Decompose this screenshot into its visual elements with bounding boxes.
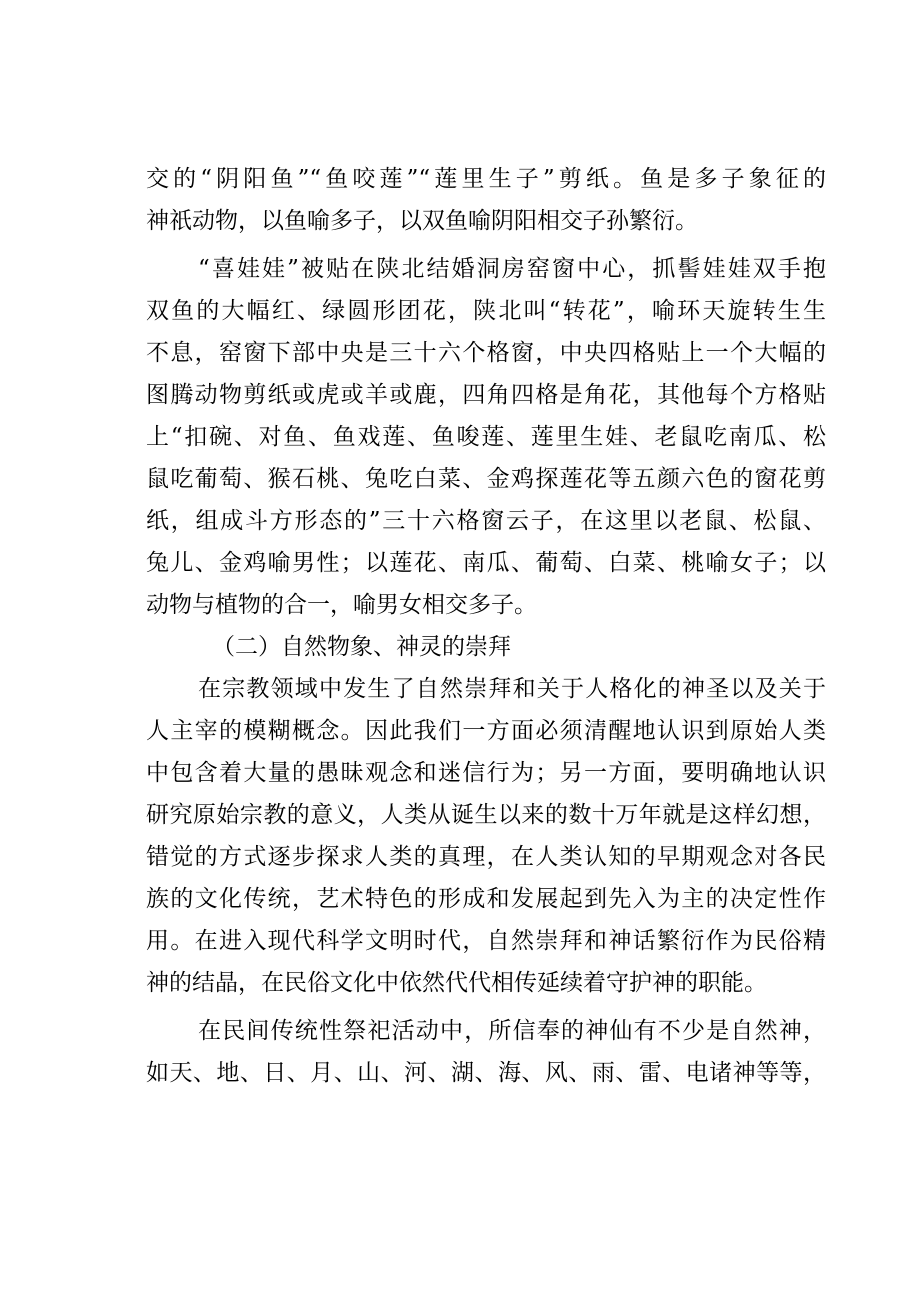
paragraph-2-line-3: 不息，窑窗下部中央是三十六个格窗，中央四格贴上一个大幅的 — [146, 340, 826, 366]
paragraph-3-line-2: 人主宰的模糊概念。因此我们一方面必须清醒地认识到原始人类 — [146, 718, 826, 744]
paragraph-2-line-6: 鼠吃葡萄、猴石桃、兔吃白菜、金鸡探莲花等五颜六色的窗花剪 — [146, 466, 826, 492]
paragraph-3-line-5: 错觉的方式逐步探求人类的真理，在人类认知的早期观念对各民 — [146, 844, 826, 870]
paragraph-4-line-1: 在民间传统性祭祀活动中，所信奉的神仙有不少是自然神， — [198, 1018, 826, 1044]
paragraph-4-line-2: 如天、地、日、月、山、河、湖、海、风、雨、雷、电诸神等等， — [146, 1060, 826, 1086]
paragraph-2-line-9: 动物与植物的合一，喻男女相交多子。 — [146, 592, 537, 618]
paragraph-3-line-8: 神的结晶，在民俗文化中依然代代相传延续着守护神的职能。 — [146, 970, 767, 996]
section-heading: （二）自然物象、神灵的崇拜 — [212, 634, 511, 660]
paragraph-2-line-2: 双鱼的大幅红、绿圆形团花，陕北叫“转花”，喻环天旋转生生 — [146, 298, 826, 324]
paragraph-1-line-2: 神祇动物，以鱼喻多子，以双鱼喻阴阳相交子孙繁衍。 — [146, 208, 698, 234]
paragraph-3-line-4: 研究原始宗教的意义，人类从诞生以来的数十万年就是这样幻想， — [146, 802, 826, 828]
paragraph-3-line-7: 用。在进入现代科学文明时代，自然崇拜和神话繁衍作为民俗精 — [146, 928, 826, 954]
paragraph-1-line-1: 交的“阴阳鱼”“鱼咬莲”“莲里生子”剪纸。鱼是多子象征的 — [146, 166, 826, 192]
paragraph-2-line-4: 图腾动物剪纸或虎或羊或鹿，四角四格是角花，其他每个方格贴 — [146, 382, 826, 408]
paragraph-3-line-6: 族的文化传统，艺术特色的形成和发展起到先入为主的决定性作 — [146, 886, 826, 912]
paragraph-2-line-5: 上“扣碗、对鱼、鱼戏莲、鱼唆莲、莲里生娃、老鼠吃南瓜、松 — [146, 424, 826, 450]
paragraph-3-line-1: 在宗教领域中发生了自然崇拜和关于人格化的神圣以及关于 — [198, 676, 826, 702]
paragraph-2-line-7: 纸，组成斗方形态的”三十六格窗云子，在这里以老鼠、松鼠、 — [146, 508, 826, 534]
paragraph-2-line-8: 兔儿、金鸡喻男性；以莲花、南瓜、葡萄、白菜、桃喻女子；以 — [146, 550, 826, 576]
paragraph-3-line-3: 中包含着大量的愚昧观念和迷信行为；另一方面，要明确地认识 — [146, 760, 826, 786]
paragraph-2-line-1: “喜娃娃”被贴在陕北结婚洞房窑窗中心，抓髻娃娃双手抱 — [198, 256, 826, 282]
body-text — [146, 158, 826, 1094]
